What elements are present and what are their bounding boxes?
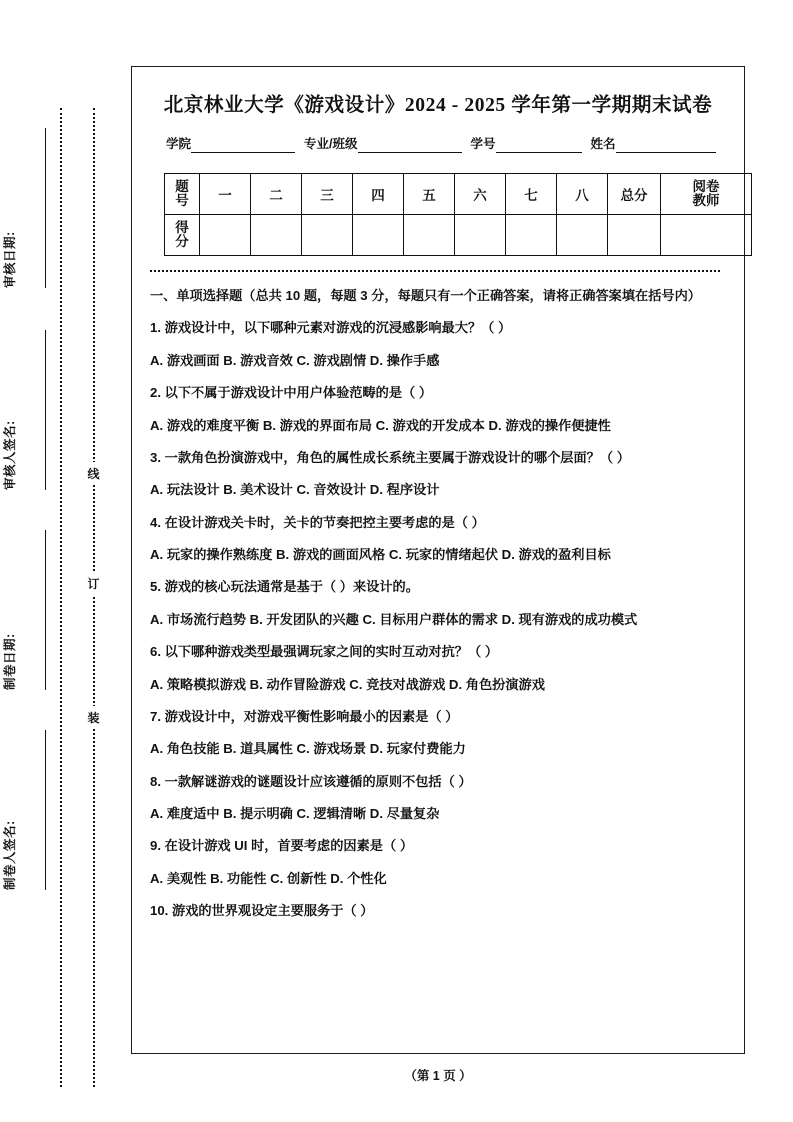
margin-label-maker-date: 制卷日期: xyxy=(3,633,17,690)
question-6-options: A. 策略模拟游戏 B. 动作冒险游戏 C. 竞技对战游戏 D. 角色扮演游戏 xyxy=(150,676,545,692)
question-3-stem: 3. 一款角色扮演游戏中，角色的属性成长系统主要属于游戏设计的哪个层面？（ ） xyxy=(150,449,630,465)
field-student-id-label: 学号 xyxy=(470,137,496,151)
question-4-stem: 4. 在设计游戏关卡时，关卡的节奏把控主要考虑的是（ ） xyxy=(150,514,485,530)
question-4-options: A. 玩家的操作熟练度 B. 游戏的画面风格 C. 玩家的情绪起伏 D. 游戏的盈利目标 xyxy=(150,547,611,562)
margin-label-maker-signature: 制卷人签名: xyxy=(3,820,17,890)
binding-char-zhuang: 装 xyxy=(85,706,102,729)
binding-char-xian: 线 xyxy=(85,462,102,485)
question-1-stem: 1. 游戏设计中，以下哪种元素对游戏的沉浸感影响最大？（ ） xyxy=(150,320,512,336)
margin-label-audit-date: 审核日期: xyxy=(3,231,17,288)
question-8-options: A. 难度适中 B. 提示明确 C. 逻辑清晰 D. 尽量复杂 xyxy=(150,806,440,821)
table-row-scores xyxy=(165,215,752,256)
row-header-question-number-ch1: 题 xyxy=(175,179,189,195)
dotted-line-outer xyxy=(60,108,62,1087)
score-cell-5[interactable] xyxy=(404,215,455,256)
question-7-stem: 7. 游戏设计中，对游戏平衡性影响最小的因素是（ ） xyxy=(150,708,459,724)
question-9-stem: 9. 在设计游戏 UI 时，首要考虑的因素是（ ） xyxy=(150,838,414,854)
question-5-options: A. 市场流行趋势 B. 开发团队的兴趣 C. 目标用户群体的需求 D. 现有游戏的成功模式 xyxy=(150,611,638,627)
teacher-header-ch2: 教师 xyxy=(692,193,720,208)
table-row-question-numbers xyxy=(165,174,752,215)
score-col-header-6: 六 xyxy=(455,174,506,215)
question-2-stem: 2. 以下不属于游戏设计中用户体验范畴的是（ ） xyxy=(150,385,433,401)
question-8-stem: 8. 一款解谜游戏的谜题设计应该遵循的原则不包括（ ） xyxy=(150,773,472,789)
score-col-header-2: 二 xyxy=(251,174,302,215)
student-identity-row xyxy=(166,134,722,153)
field-student-id-blank[interactable] xyxy=(496,137,582,153)
score-table xyxy=(164,173,752,256)
exam-content xyxy=(150,285,718,922)
row-header-score xyxy=(165,215,200,256)
rule-maker-date xyxy=(45,530,46,690)
score-cell-6[interactable] xyxy=(455,215,506,256)
page-footer: （第 1 页 ） xyxy=(404,1069,472,1083)
row-header-score-ch2: 分 xyxy=(175,234,189,249)
row-header-question-number xyxy=(165,174,200,215)
rule-auditor-signature xyxy=(45,330,46,490)
field-major-class-label: 专业/班级 xyxy=(304,137,358,151)
dotted-line-inner xyxy=(93,108,95,1087)
question-7-options: A. 角色技能 B. 道具属性 C. 游戏场景 D. 玩家付费能力 xyxy=(150,741,466,757)
field-name-label: 姓名 xyxy=(590,137,616,151)
question-3-options: A. 玩法设计 B. 美术设计 C. 音效设计 D. 程序设计 xyxy=(150,482,440,498)
margin-label-auditor-signature: 审核人签名: xyxy=(3,420,17,490)
score-cell-2[interactable] xyxy=(251,215,302,256)
score-col-header-1: 一 xyxy=(200,174,251,215)
rule-maker-signature xyxy=(45,730,46,890)
field-major-class-blank[interactable] xyxy=(358,137,462,153)
score-col-header-7: 七 xyxy=(506,174,557,215)
field-college-blank[interactable] xyxy=(191,137,295,153)
score-col-header-teacher xyxy=(661,174,752,215)
exam-page-frame xyxy=(131,66,745,1054)
score-cell-total[interactable] xyxy=(608,215,661,256)
score-cell-3[interactable] xyxy=(302,215,353,256)
section-heading: 一、单项选择题（总共 10 题，每题 3 分，每题只有一个正确答案，请将正确答案填在括号内） xyxy=(150,288,701,303)
score-col-header-total: 总分 xyxy=(608,174,661,215)
score-cell-teacher[interactable] xyxy=(661,215,752,256)
score-col-header-3: 三 xyxy=(302,174,353,215)
left-binding-margin xyxy=(0,0,131,1122)
score-col-header-8: 八 xyxy=(557,174,608,215)
question-2-options: A. 游戏的难度平衡 B. 游戏的界面布局 C. 游戏的开发成本 D. 游戏的操作便捷性 xyxy=(150,417,611,433)
row-header-question-number-ch2: 号 xyxy=(175,193,189,208)
score-col-header-5: 五 xyxy=(404,174,455,215)
field-college-label: 学院 xyxy=(166,137,192,151)
binding-char-ding: 订 xyxy=(85,572,102,595)
score-table-container xyxy=(164,173,720,256)
row-header-score-ch1: 得 xyxy=(175,220,189,236)
dotted-divider xyxy=(150,270,720,272)
question-10-stem: 10. 游戏的世界观设定主要服务于（ ） xyxy=(150,903,374,919)
question-6-stem: 6. 以下哪种游戏类型最强调玩家之间的实时互动对抗？（ ） xyxy=(150,644,499,660)
page-title: 北京林业大学《游戏设计》2024 - 2025 学年第一学期期末试卷 xyxy=(163,95,713,116)
score-col-header-4: 四 xyxy=(353,174,404,215)
teacher-header-ch1: 阅卷 xyxy=(692,178,720,194)
question-1-options: A. 游戏画面 B. 游戏音效 C. 游戏剧情 D. 操作手感 xyxy=(150,352,440,368)
field-student-id[interactable] xyxy=(471,134,582,153)
score-cell-8[interactable] xyxy=(557,215,608,256)
score-cell-1[interactable] xyxy=(200,215,251,256)
field-name[interactable] xyxy=(591,134,716,153)
question-9-options: A. 美观性 B. 功能性 C. 创新性 D. 个性化 xyxy=(150,870,387,886)
score-cell-7[interactable] xyxy=(506,215,557,256)
rule-audit-date xyxy=(45,128,46,288)
score-cell-4[interactable] xyxy=(353,215,404,256)
field-college[interactable] xyxy=(166,134,295,153)
question-5-stem: 5. 游戏的核心玩法通常是基于（ ）来设计的。 xyxy=(150,579,419,595)
field-major-class[interactable] xyxy=(304,134,461,153)
field-name-blank[interactable] xyxy=(616,137,716,153)
